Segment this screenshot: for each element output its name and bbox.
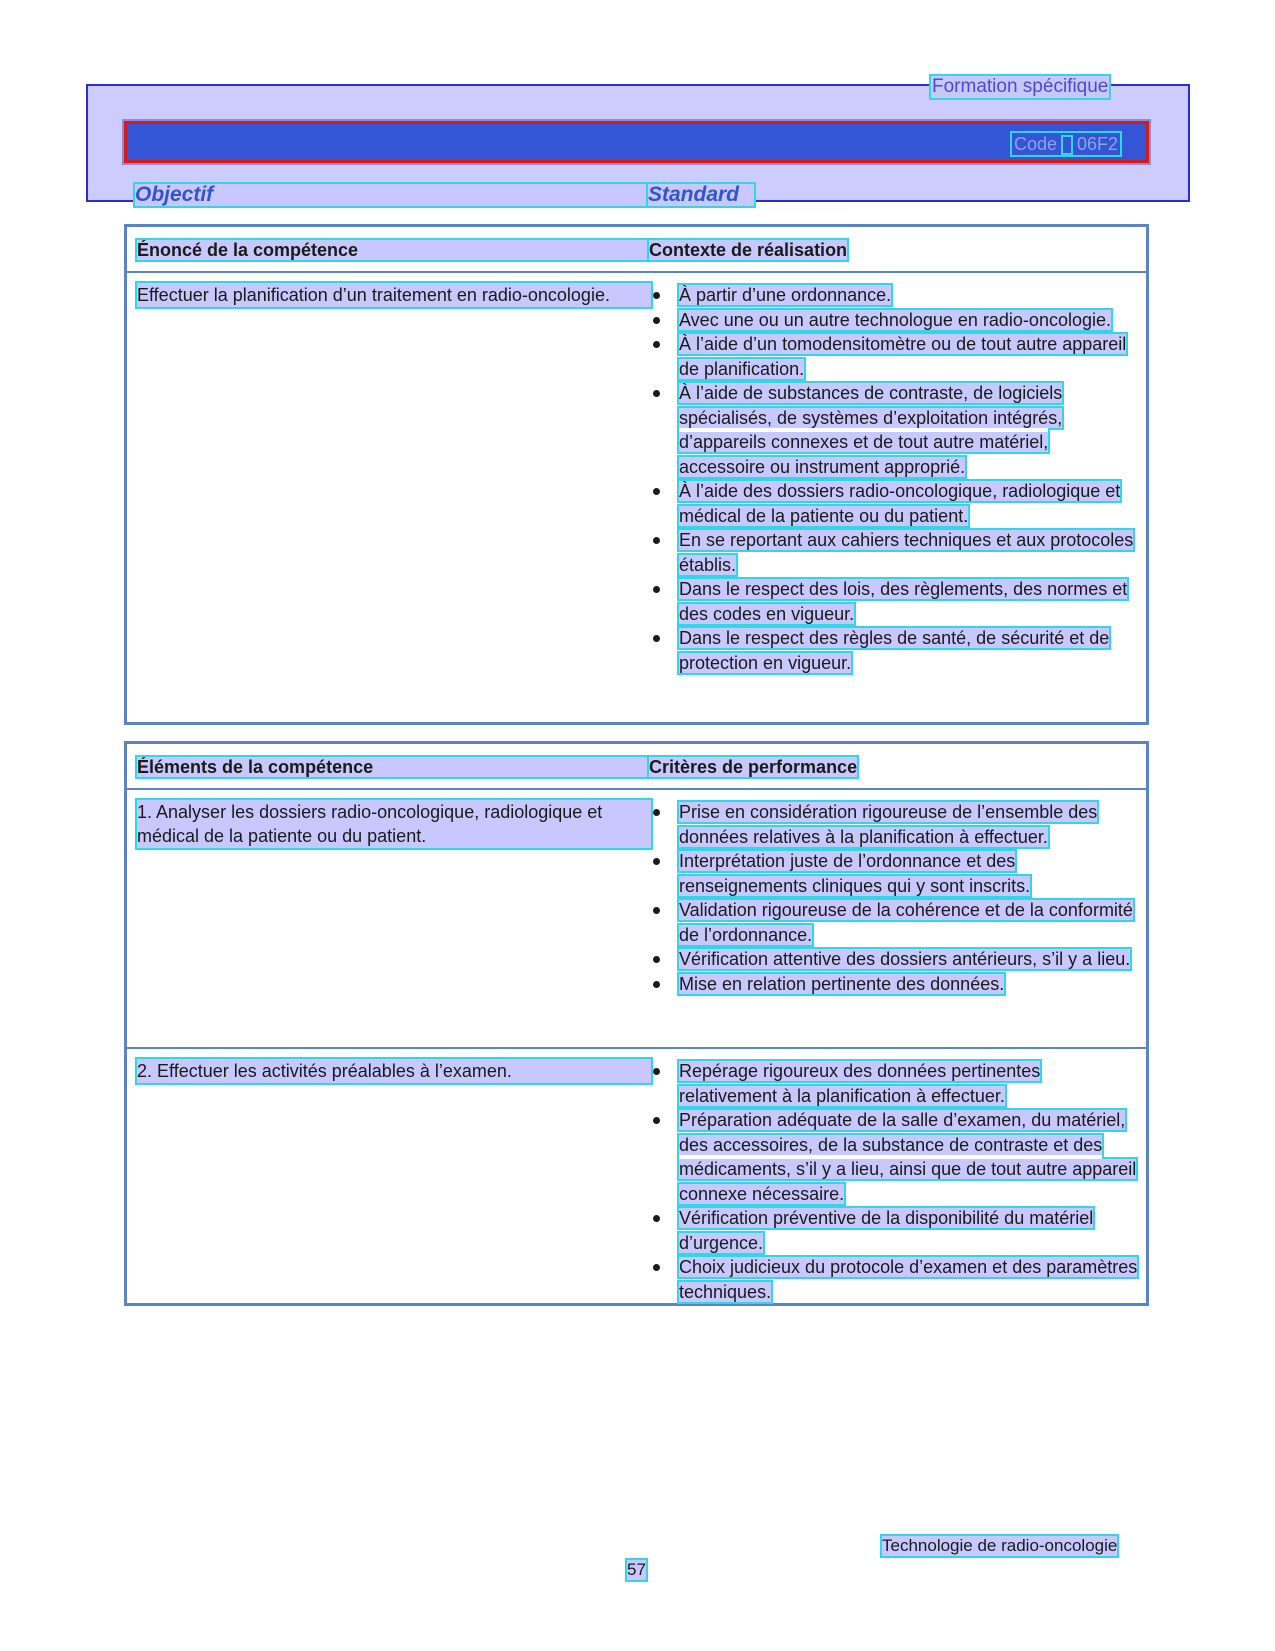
critere-item xyxy=(649,1206,1139,1255)
formation-label: Formation spécifique xyxy=(932,76,1109,97)
criteres-header: Critères de performance xyxy=(649,757,858,777)
objectif-heading: Objectif xyxy=(135,184,649,206)
critere-item xyxy=(649,898,1139,947)
critere-text: Vérification préventive de la disponibilité du matériel d’urgence. xyxy=(679,1208,1094,1253)
element-item-2 xyxy=(137,1059,651,1083)
criteres-cell-2 xyxy=(649,1059,1139,1304)
critere-text: Repérage rigoureux des données pertinentes relativement à la planification à effectuer. xyxy=(679,1061,1041,1106)
contexte-item xyxy=(649,308,1139,333)
element-text-2: Effectuer les activités préalables à l’examen. xyxy=(157,1061,512,1081)
contexte-item xyxy=(649,626,1139,675)
code-value: 06F2 xyxy=(1077,134,1119,154)
element-cell-1 xyxy=(137,800,651,848)
critere-text: Préparation adéquate de la salle d’examen, du matériel, des accessoires, de la substance de contraste et des médicaments, s’il y a lieu, ainsi que de tout autre appareil connexe nécessaire. xyxy=(679,1110,1137,1204)
element-number-2: 2. xyxy=(137,1061,153,1081)
contexte-cell xyxy=(649,283,1139,675)
code-bar xyxy=(124,121,1149,163)
critere-item xyxy=(649,800,1139,849)
enonce-header: Énoncé de la compétence xyxy=(137,240,651,260)
elements-table xyxy=(124,741,1149,1306)
competence-table-header xyxy=(127,227,1146,273)
contexte-text: Avec une ou un autre technologue en radio-oncologie. xyxy=(679,309,1111,330)
standard-heading: Standard xyxy=(648,184,754,206)
contexte-text: Dans le respect des règles de santé, de sécurité et de protection en vigueur. xyxy=(679,628,1110,673)
contexte-text: En se reportant aux cahiers techniques et aux protocoles établis. xyxy=(679,530,1134,575)
critere-item xyxy=(649,1059,1139,1108)
contexte-item xyxy=(649,332,1139,381)
critere-text: Prise en considération rigoureuse de l’ensemble des données relatives à la planification à effectuer. xyxy=(679,802,1098,847)
element-row-1 xyxy=(127,790,1146,1049)
contexte-item xyxy=(649,528,1139,577)
critere-text: Interprétation juste de l’ordonnance et des renseignements cliniques qui y sont inscrits. xyxy=(679,851,1031,896)
contexte-text: À l’aide des dossiers radio-oncologique, radiologique et médical de la patiente ou du patient. xyxy=(679,481,1121,526)
contexte-item xyxy=(649,577,1139,626)
element-cell-2 xyxy=(137,1059,651,1083)
criteres-list-1 xyxy=(649,800,1139,996)
enonce-text: Effectuer la planification d’un traitement en radio-oncologie. xyxy=(137,283,651,307)
element-item-1 xyxy=(137,800,651,848)
competence-table xyxy=(124,224,1149,725)
page-number: 57 xyxy=(627,1560,646,1579)
element-row-2 xyxy=(127,1049,1146,1307)
criteres-list-2 xyxy=(649,1059,1139,1304)
code-title: Code xyxy=(1014,134,1058,154)
contexte-item xyxy=(649,479,1139,528)
critere-text: Choix judicieux du protocole d’examen et des paramètres techniques. xyxy=(679,1257,1138,1302)
contexte-text: À l’aide de substances de contraste, de logiciels spécialisés, de systèmes d’exploitation intégrés, d’appareils connexes et de tout autre matériel, accessoire ou instrument approprié. xyxy=(679,383,1063,477)
competence-row xyxy=(127,273,1146,723)
contexte-header: Contexte de réalisation xyxy=(649,240,848,260)
critere-item xyxy=(649,947,1139,972)
critere-text: Vérification attentive des dossiers antérieurs, s’il y a lieu. xyxy=(679,949,1131,969)
contexte-text: Dans le respect des lois, des règlements, des normes et des codes en vigueur. xyxy=(679,579,1128,624)
element-number-1: 1. xyxy=(137,802,153,822)
contexte-text: À l’aide d’un tomodensitomètre ou de tout autre appareil de planification. xyxy=(679,334,1127,379)
critere-text: Validation rigoureuse de la cohérence et de la conformité de l’ordonnance. xyxy=(679,900,1133,945)
contexte-list xyxy=(649,283,1139,675)
critere-text: Mise en relation pertinente des données. xyxy=(679,973,1005,994)
critere-item xyxy=(649,849,1139,898)
contexte-item xyxy=(649,283,1139,308)
enonce-cell xyxy=(137,283,651,307)
critere-item xyxy=(649,1255,1139,1304)
elements-header: Éléments de la compétence xyxy=(137,757,651,777)
contexte-text: À partir d’une ordonnance. xyxy=(679,285,892,305)
code-label xyxy=(1012,133,1120,155)
element-text-1: Analyser les dossiers radio-oncologique, radiologique et médical de la patiente ou du patient. xyxy=(137,802,603,846)
critere-item xyxy=(649,1108,1139,1206)
footer-program-title: Technologie de radio-oncologie xyxy=(882,1536,1118,1555)
critere-item xyxy=(649,972,1139,997)
code-separator xyxy=(1063,137,1071,153)
contexte-item xyxy=(649,381,1139,479)
criteres-cell-1 xyxy=(649,800,1139,996)
elements-table-header xyxy=(127,744,1146,790)
